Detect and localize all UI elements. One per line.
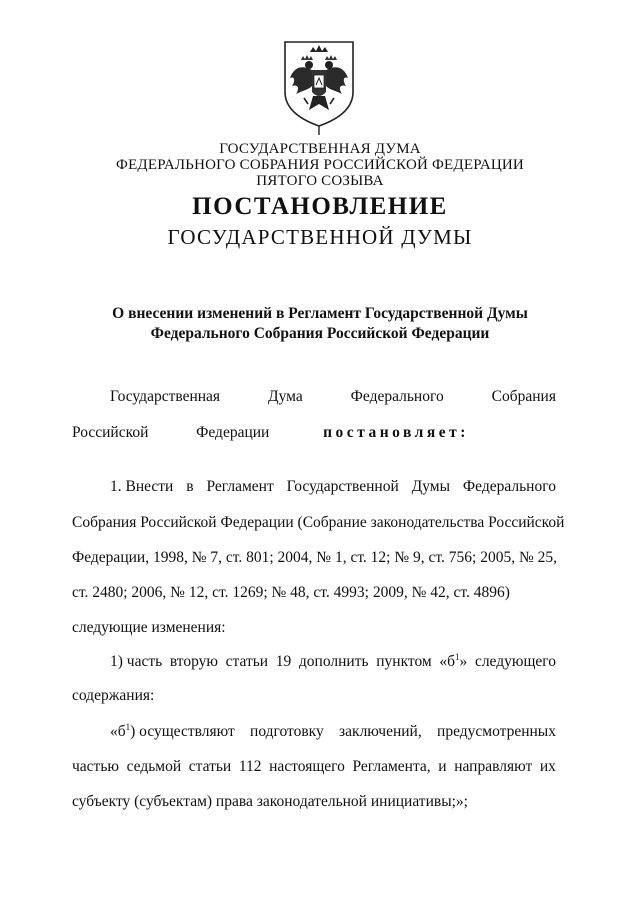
- word: вторую: [169, 653, 218, 670]
- item1-line5: следующие изменения:: [72, 619, 226, 636]
- preamble-line2: [72, 423, 556, 443]
- document-issuer: ГОСУДАРСТВЕННОЙ ДУМЫ: [167, 225, 473, 249]
- subitem1-line1: [110, 652, 556, 672]
- item1-line2: Собрания Российской Федерации (Собрание законодательства Российской: [72, 514, 565, 531]
- subject-line1: О внесении изменений в Регламент Государственной Думы: [112, 305, 528, 322]
- word: Регламента,: [352, 758, 431, 775]
- item1-line4: ст. 2480; 2006, № 12, ст. 1269; № 48, ст. 4993; 2009, № 42, ст. 4896): [72, 584, 510, 601]
- word: подготовку: [250, 723, 324, 740]
- item1-line3: Федерации, 1998, № 7, ст. 801; 2004, № 1, ст. 12; № 9, ст. 756; 2005, № 25,: [72, 549, 557, 566]
- subitem1-line2: содержания:: [72, 687, 155, 704]
- word: направляют: [454, 758, 533, 775]
- word: седьмой: [126, 758, 182, 775]
- word: 1) часть: [110, 653, 163, 670]
- point-reference: «$б^1$»: [439, 652, 468, 670]
- word: настоящего: [269, 758, 345, 775]
- preamble-word: Государственная: [110, 388, 221, 405]
- preamble-line1: [110, 387, 556, 407]
- word: статьи: [188, 758, 232, 775]
- word: статьи: [225, 653, 269, 670]
- quote-line3: субъекту (субъектам) права законодательной инициативы;»;: [72, 793, 468, 810]
- quote-start: «$б^1$) осуществляют: [110, 722, 235, 740]
- word: заключений,: [339, 723, 422, 740]
- preamble-word: Дума: [268, 388, 303, 405]
- word: и: [438, 758, 447, 775]
- quote-line1: [110, 722, 556, 742]
- word: Государственной: [286, 478, 399, 495]
- word: Федерального: [462, 478, 556, 495]
- org-title-line2: ФЕДЕРАЛЬНОГО СОБРАНИЯ РОССИЙСКОЙ ФЕДЕРАЦИИ: [116, 157, 524, 173]
- word: 1. Внести: [110, 478, 174, 495]
- preamble-word: Федерации: [196, 424, 270, 441]
- word: следующего: [474, 653, 556, 670]
- quote-line2: [72, 757, 556, 777]
- word: в: [186, 478, 194, 495]
- word: Думы: [411, 478, 451, 495]
- resolves-verb: постановляет:: [323, 424, 469, 441]
- word: дополнить: [298, 653, 369, 670]
- coat-of-arms-icon: [282, 40, 356, 136]
- item1-line1: [110, 477, 556, 497]
- document-type: ПОСТАНОВЛЕНИЕ: [192, 193, 448, 220]
- preamble-word: Российской: [72, 424, 149, 441]
- word: 112: [238, 758, 262, 775]
- word: Регламент: [206, 478, 274, 495]
- subject-line2: Федерального Собрания Российской Федерации: [150, 325, 490, 342]
- word: пунктом: [376, 653, 432, 670]
- convocation: ПЯТОГО СОЗЫВА: [256, 173, 384, 189]
- preamble-word: Федерального: [350, 388, 444, 405]
- preamble-word: Собрания: [491, 388, 556, 405]
- word: 19: [275, 653, 292, 670]
- org-title-line1: ГОСУДАРСТВЕННАЯ ДУМА: [219, 141, 421, 157]
- word: частью: [72, 758, 119, 775]
- word: предусмотренных: [437, 723, 556, 740]
- word: их: [539, 758, 556, 775]
